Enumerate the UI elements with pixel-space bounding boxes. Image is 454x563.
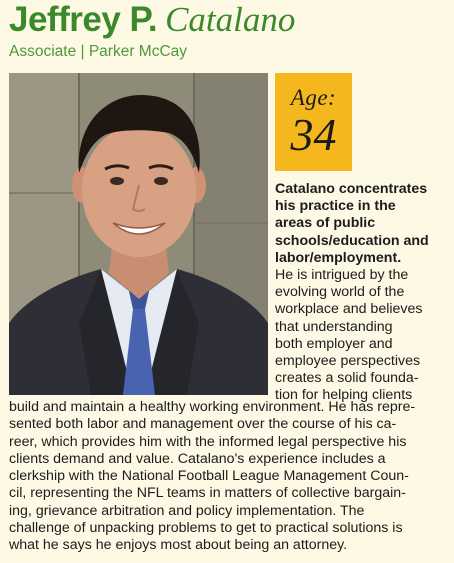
- bio-line: what he says he enjoys most about being an attorney.: [9, 537, 348, 554]
- portrait-photo: [9, 73, 268, 395]
- bio-full-width: [9, 399, 449, 555]
- bio-line: ing, grievance arbitration and policy implementation. The: [9, 502, 365, 519]
- bio-side-line: evolving world of the: [275, 284, 405, 301]
- bio-lead-line: schools/education and: [275, 232, 429, 249]
- bio-line: challenge of unpacking problems to get to practical solutions is: [9, 520, 403, 537]
- bio-line: clients demand and value. Catalano's experience includes a: [9, 450, 386, 467]
- person-name: [9, 0, 295, 40]
- age-value: 34: [290, 109, 337, 160]
- age-label: Age:: [290, 85, 337, 110]
- age-badge: [275, 73, 352, 171]
- job-title: Associate | Parker McCay: [9, 43, 188, 60]
- first-name: Jeffrey P.: [9, 0, 158, 39]
- bio-side-line: that understanding: [275, 318, 393, 335]
- bio-line: build and maintain a healthy working environment. He has repre-: [9, 399, 416, 415]
- bio-side-line: He is intrigued by the: [275, 267, 409, 284]
- bio-side-line: employee perspectives: [275, 353, 421, 370]
- bio-side-line: creates a solid founda-: [275, 370, 419, 387]
- bio-line: clerkship with the National Football League Management Coun-: [9, 468, 409, 485]
- bio-line: sented both labor and management over the course of his ca-: [9, 416, 397, 433]
- bio-lead-line: areas of public: [275, 215, 376, 232]
- bio-side-line: tion for helping clients: [275, 387, 413, 404]
- bio-side-line: both employer and: [275, 335, 393, 352]
- bio-lead-line: labor/employment.: [275, 249, 402, 266]
- bio-lead-line: Catalano concentrates: [275, 181, 428, 197]
- last-name: Catalano: [165, 0, 296, 39]
- bio-side-column: [275, 181, 447, 405]
- bio-lead-line: his practice in the: [275, 198, 396, 215]
- bio-line: reer, which provides him with the informed legal perspective his: [9, 433, 407, 450]
- bio-side-line: workplace and believes: [275, 301, 423, 318]
- bio-line: cil, representing the NFL teams in matters of collective bargain-: [9, 485, 406, 502]
